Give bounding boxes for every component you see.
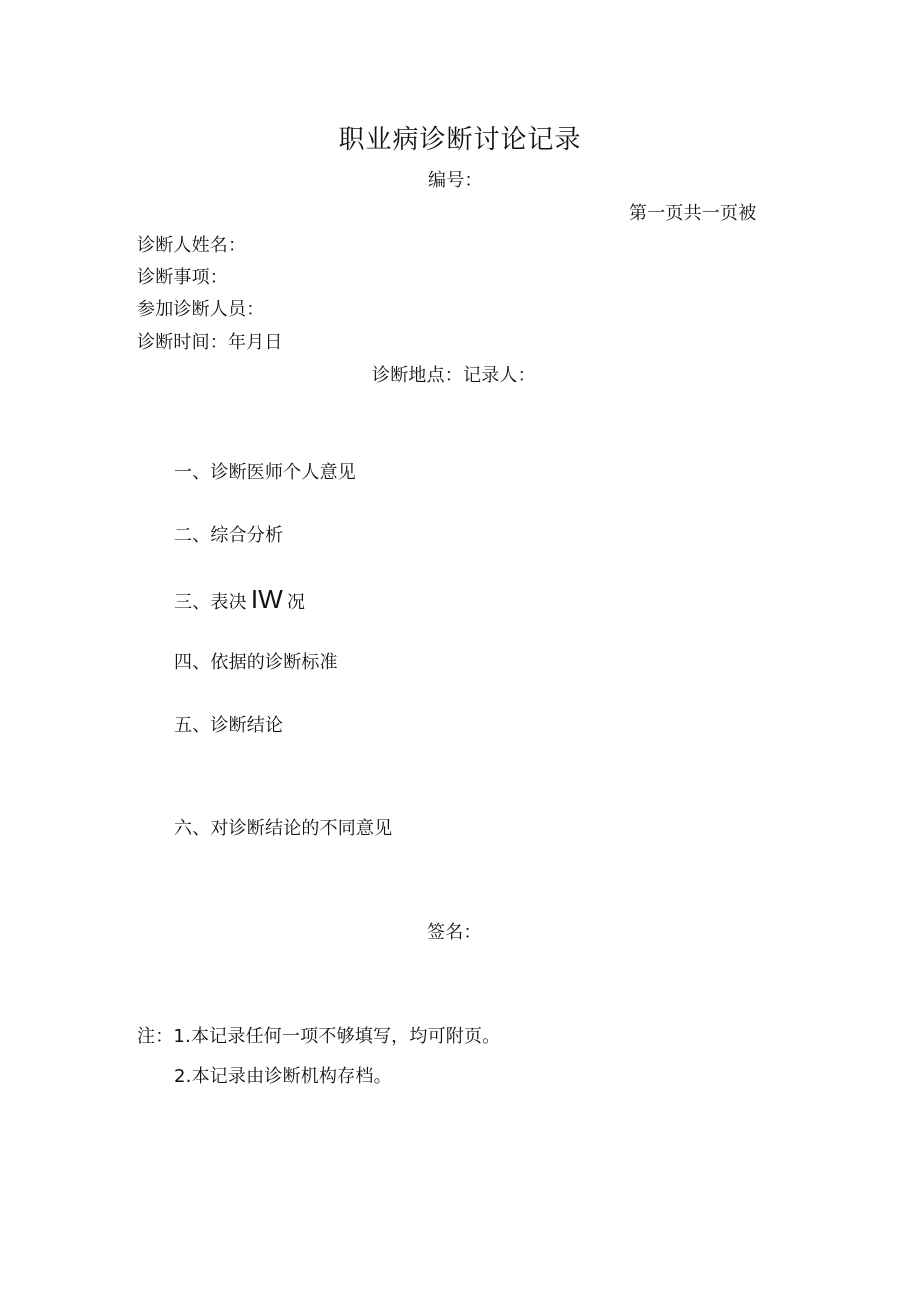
field-place-recorder: 诊断地点：记录人： bbox=[372, 365, 536, 386]
section-3-prefix: 三、表决 bbox=[174, 592, 247, 613]
field-time: 诊断时间：年月日 bbox=[137, 332, 283, 353]
number-label: 编号： bbox=[428, 170, 483, 191]
note-line-2: 2.本记录由诊断机构存档。 bbox=[174, 1066, 392, 1087]
section-3-mid: IW bbox=[250, 584, 283, 614]
field-participants: 参加诊断人员： bbox=[137, 299, 265, 320]
section-1-heading: 一、诊断医师个人意见 bbox=[174, 462, 356, 483]
section-3-heading bbox=[174, 584, 306, 614]
section-4-heading: 四、依据的诊断标准 bbox=[174, 652, 338, 673]
signature-label: 签名： bbox=[427, 922, 482, 943]
section-5-heading: 五、诊断结论 bbox=[174, 715, 284, 736]
field-person-name: 诊断人姓名： bbox=[137, 235, 247, 256]
note-line-1: 注：1.本记录任何一项不够填写，均可附页。 bbox=[137, 1026, 501, 1047]
section-3-suffix: 况 bbox=[286, 592, 306, 613]
field-matter: 诊断事项： bbox=[137, 267, 228, 288]
page-info: 第一页共一页被 bbox=[629, 203, 757, 224]
document-title: 职业病诊断讨论记录 bbox=[338, 125, 582, 155]
section-6-heading: 六、对诊断结论的不同意见 bbox=[174, 818, 393, 839]
section-2-heading: 二、综合分析 bbox=[174, 525, 284, 546]
